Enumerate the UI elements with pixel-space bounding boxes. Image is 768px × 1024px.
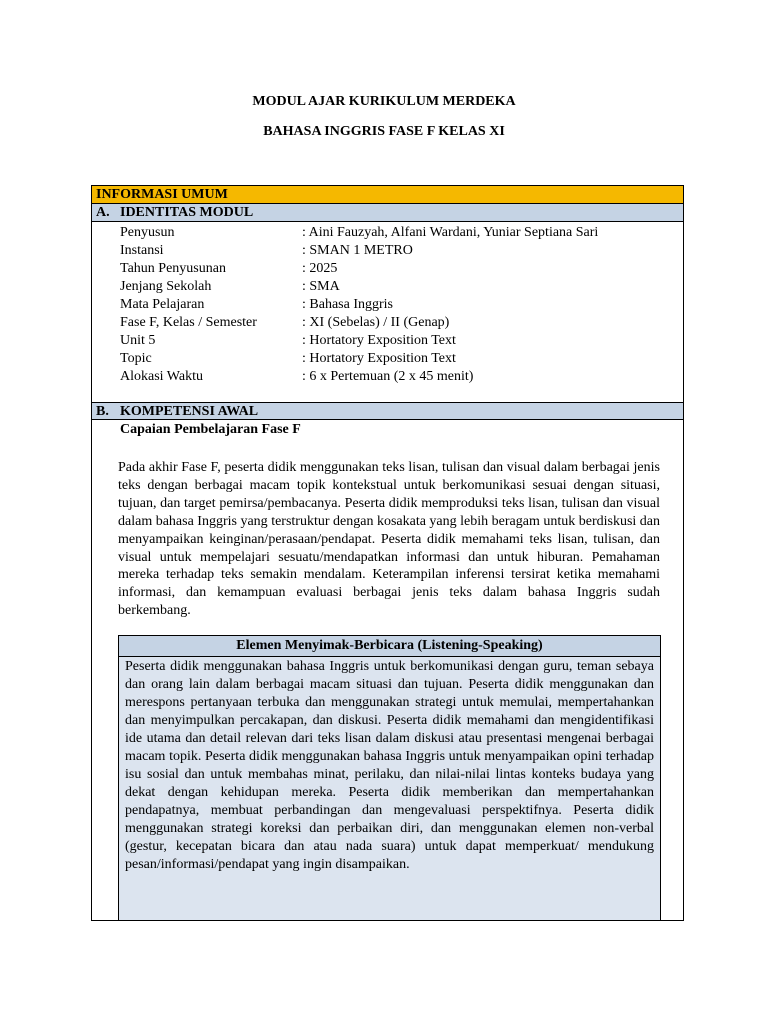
identity-label: Alokasi Waktu [120,369,203,384]
identity-row [120,314,598,332]
identity-row [120,242,598,260]
identity-row [120,332,598,350]
identity-label: Topic [120,351,152,366]
section-b-letter: B. [96,404,109,419]
identity-value: : Bahasa Inggris [302,297,393,312]
identity-value: : 2025 [302,261,338,276]
identity-value: : Aini Fauzyah, Alfani Wardani, Yuniar Septiana Sari [302,225,599,240]
identity-row [120,224,598,242]
learning-outcome-heading: Capaian Pembelajaran Fase F [120,422,301,437]
element-table [118,635,661,921]
learning-outcome-paragraph: Pada akhir Fase F, peserta didik menggunakan teks lisan, tulisan dan visual dalam berbagai jenis teks dengan berbagai macam topik kontekstual untuk berkomunikasi sesuai dengan situasi, tujuan, dan target pemirsa/pembacanya. Peserta didik memproduksi teks lisan, tulisan dan visual dalam bahasa Inggris yang terstruktur dengan kosakata yang lebih beragam untuk berdiskusi dan menyampaikan keinginan/perasaan/pendapat. Peserta didik memahami teks lisan, tulisan, dan visual untuk mempelajari sesuatu/mendapatkan informasi dan untuk hiburan. Pemahaman mereka terhadap teks semakin mendalam. Keterampilan inferensi tersirat ketika memahami informasi, dan kemampuan evaluasi berbagai jenis teks dalam bahasa Inggris sudah berkembang. [118,460,660,619]
section-a-label: IDENTITAS MODUL [120,205,254,220]
identity-label: Mata Pelajaran [120,297,205,312]
section-a-header [92,204,683,222]
section-a-letter: A. [96,205,110,220]
identity-row [120,368,598,386]
identity-label: Penyusun [120,225,175,240]
identity-row [120,296,598,314]
identity-row [120,350,598,368]
general-info-header: INFORMASI UMUM [92,186,683,204]
identity-value: : Hortatory Exposition Text [302,351,456,366]
identity-label: Fase F, Kelas / Semester [120,315,257,330]
identity-label: Tahun Penyusunan [120,261,226,276]
identity-value: : SMAN 1 METRO [302,243,413,258]
identity-row [120,260,598,278]
section-b-label: KOMPETENSI AWAL [120,404,259,419]
document-subtitle: BAHASA INGGRIS FASE F KELAS XI [263,124,505,139]
identity-value: : XI (Sebelas) / II (Genap) [302,315,450,330]
section-b-header [92,402,683,420]
identity-value: : 6 x Pertemuan (2 x 45 menit) [302,369,474,384]
module-table [91,185,684,921]
identity-list [120,224,598,386]
identity-value: : Hortatory Exposition Text [302,333,456,348]
identity-label: Instansi [120,243,164,258]
document-title: MODUL AJAR KURIKULUM MERDEKA [252,94,516,109]
identity-row [120,278,598,296]
identity-label: Unit 5 [120,333,156,348]
identity-label: Jenjang Sekolah [120,279,212,294]
element-description: Peserta didik menggunakan bahasa Inggris untuk berkomunikasi dengan guru, teman sebaya dan orang lain dalam berbagai macam situasi dan tujuan. Peserta didik menggunakan dan merespons pertanyaan terbuka dan menggunakan strategi untuk memulai, mempertahankan dan menyimpulkan percakapan, dan diskusi. Peserta didik memahami dan mengidentifikasi ide utama dan detail relevan dari teks lisan dalam diskusi atau presentasi mengenai berbagai macam topik. Peserta didik menggunakan bahasa Inggris untuk menyampaikan opini terhadap isu sosial dan untuk membahas minat, perilaku, dan nilai-nilai lintas konteks budaya yang dekat dengan kehidupan mereka. Peserta didik memberikan dan mempertahankan pendapatnya, membuat perbandingan dan mengevaluasi perspektifnya. Peserta didik menggunakan strategi koreksi dan perbaikan diri, dan menggunakan elemen non-verbal (gestur, kecepatan bicara dan atau nada suara) untuk dapat memperkuat/ mendukung pesan/informasi/pendapat yang ingin disampaikan. [125,659,654,872]
element-heading: Elemen Menyimak-Berbicara (Listening-Speaking) [119,636,660,657]
identity-value: : SMA [302,279,340,294]
